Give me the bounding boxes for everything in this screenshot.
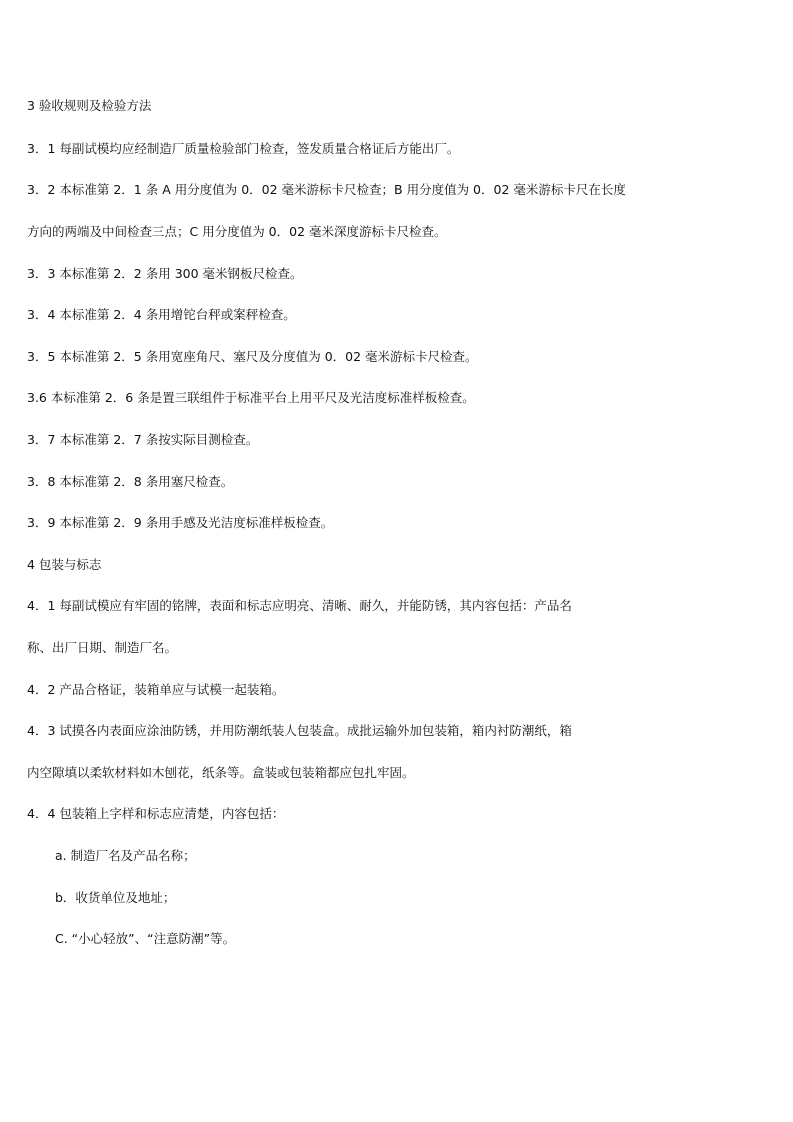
- clause-3-2-continued: 方向的两端及中间检查三点；C 用分度值为 0．02 毫米深度游标卡尺检查。: [27, 224, 447, 239]
- clause-3-6: 3.6 本标准第 2．6 条是置三联组件于标准平台上用平尺及光洁度标准样板检查。: [27, 390, 475, 405]
- clause-3-8: 3．8 本标准第 2．8 条用塞尺检查。: [27, 474, 234, 489]
- clause-4-1: 4．1 每副试模应有牢固的铭牌，表面和标志应明亮、清晰、耐久，并能防锈，其内容包括：产品名: [27, 598, 572, 613]
- clause-3-5: 3．5 本标准第 2．5 条用宽座角尺、塞尺及分度值为 0．02 毫米游标卡尺检查。: [27, 349, 478, 364]
- list-item-c: C. “小心轻放”、“注意防潮”等。: [55, 931, 236, 946]
- clause-4-1-continued: 称、出厂日期、制造厂名。: [27, 640, 178, 655]
- section-3-heading: 3 验收规则及检验方法: [27, 98, 152, 113]
- section-4-heading: 4 包装与标志: [27, 557, 102, 572]
- clause-3-7: 3．7 本标准第 2．7 条按实际目测检查。: [27, 432, 259, 447]
- clause-3-4: 3．4 本标准第 2．4 条用增铊台秤或案秤检查。: [27, 307, 296, 322]
- list-item-b: b．收货单位及地址；: [55, 890, 176, 905]
- clause-4-3-continued: 内空隙填以柔软材料如木刨花，纸条等。盒装或包装箱都应包扎牢固。: [27, 765, 415, 780]
- clause-3-1: 3．1 每副试模均应经制造厂质量检验部门检查，签发质量合格证后方能出厂。: [27, 141, 460, 156]
- clause-3-3: 3．3 本标准第 2．2 条用 300 毫米钢板尺检查。: [27, 266, 303, 281]
- clause-3-9: 3．9 本标准第 2．9 条用手感及光洁度标准样板检查。: [27, 515, 334, 530]
- clause-4-3: 4．3 试摸各内表面应涂油防锈，并用防潮纸装人包装盒。成批运输外加包装箱，箱内衬防潮纸，箱: [27, 723, 572, 738]
- list-item-a: a. 制造厂名及产品名称；: [55, 848, 196, 863]
- clause-3-2: 3．2 本标准第 2．1 条 A 用分度值为 0．02 毫米游标卡尺检查；B 用分度值为 0．02 毫米游标卡尺在长度: [27, 182, 626, 197]
- clause-4-2: 4．2 产品合格证，装箱单应与试模一起装箱。: [27, 682, 285, 697]
- clause-4-4: 4．4 包装箱上字样和标志应清楚，内容包括：: [27, 806, 285, 821]
